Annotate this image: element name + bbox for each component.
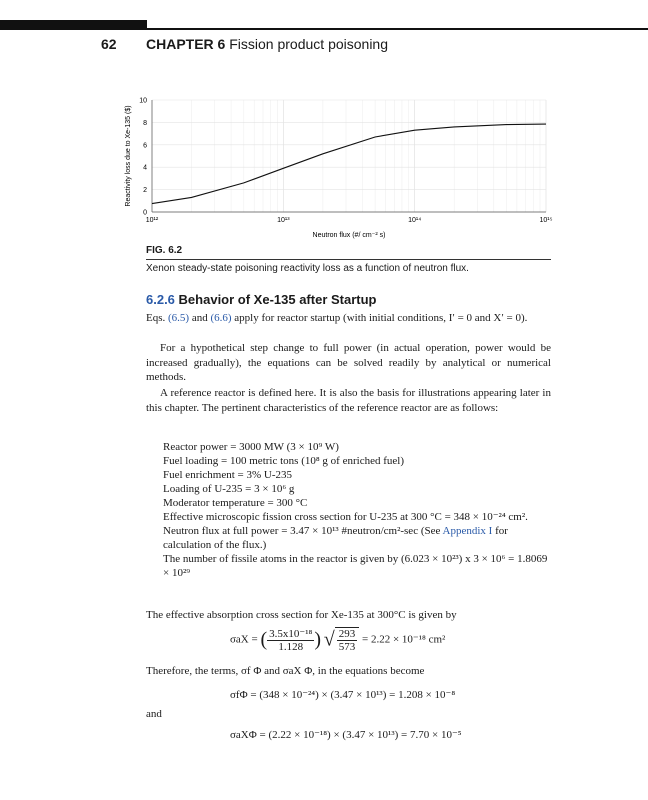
y-tick-label: 6 <box>143 142 147 150</box>
section-number: 6.2.6 <box>146 292 175 307</box>
eq-link-6-6[interactable]: (6.6) <box>210 312 232 324</box>
x-tick-label: 10¹⁴ <box>408 217 422 224</box>
figure-label: FIG. 6.2 <box>146 245 183 256</box>
paragraph-1: Eqs. (6.5) and (6.6) apply for reactor startup (with initial conditions, I′ = 0 and X′ = 0). <box>146 312 528 324</box>
equation-sigma-ax-phi: σaXΦ = (2.22 × 10⁻¹⁸) × (3.47 × 10¹³) = 7.70 × 10⁻⁵ <box>230 729 462 741</box>
header-rule <box>0 28 648 30</box>
x-tick-label: 10¹³ <box>277 217 290 224</box>
paragraph-4: The effective absorption cross section for Xe-135 at 300°C is given by <box>146 609 457 621</box>
list-item: Reactor power = 3000 MW (3 × 10⁹ W) <box>163 441 339 453</box>
y-axis-label: Reactivity loss due to Xe-135 ($) <box>125 105 132 207</box>
list-item: Fuel enrichment = 3% U-235 <box>163 469 293 481</box>
appendix-link[interactable]: Appendix I <box>442 525 493 537</box>
page-number: 62 <box>101 36 117 52</box>
paragraph-2: For a hypothetical step change to full power (in actual operation, power would be increased gradually), the equations can be solved readily by analytical or numerical methods. <box>146 342 551 383</box>
xenon-reactivity-chart <box>106 92 556 242</box>
figure-caption: Xenon steady-state poisoning reactivity loss as a function of neutron flux. <box>146 263 469 274</box>
list-item: Loading of U-235 = 3 × 10⁶ g <box>163 483 295 495</box>
chart-grid <box>152 100 546 212</box>
x-tick-label: 10¹⁵ <box>539 217 553 224</box>
eq-link-6-5[interactable]: (6.5) <box>168 312 190 324</box>
y-tick-label: 8 <box>143 119 147 127</box>
list-item: Neutron flux at full power = 3.47 × 10¹³ #neutron/cm²-sec (See Appendix I for calculation of the flux.) <box>163 525 508 551</box>
running-head <box>146 36 388 52</box>
section-heading <box>146 292 377 307</box>
y-tick-label: 10 <box>139 97 147 105</box>
paragraph-3: A reference reactor is defined here. It is also the basis for illustrations appearing later in this chapter. The pertinent characteristics of the reference reactor are as follows: <box>146 387 551 414</box>
figure-rule <box>146 259 551 260</box>
y-tick-label: 4 <box>143 164 147 172</box>
equation-sigma-f-phi: σfΦ = (348 × 10⁻²⁴) × (3.47 × 10¹³) = 1.208 × 10⁻⁸ <box>230 689 456 701</box>
list-item: Effective microscopic fission cross section for U-235 at 300 °C = 348 × 10⁻²⁴ cm². <box>163 511 528 523</box>
list-item: The number of fissile atoms in the reactor is given by (6.023 × 10²³) x 3 × 10⁶ = 1.8069 × 10²⁹ <box>163 553 548 579</box>
chart-axes <box>152 100 546 212</box>
paragraph-5: Therefore, the terms, σf Φ and σaX Φ, in the equations become <box>146 665 425 677</box>
list-item: Moderator temperature = 300 °C <box>163 497 308 509</box>
y-tick-label: 2 <box>143 187 147 195</box>
y-tick-label: 0 <box>143 209 147 217</box>
chapter-label: CHAPTER 6 <box>146 36 226 52</box>
x-tick-label: 10¹² <box>145 217 159 224</box>
x-axis-label: Neutron flux (#/ cm⁻² s) <box>312 232 386 239</box>
equation-sigma-ax: σaX = ( $\frac{\text{3.5x10⁻¹⁸}}{1.128}$ ) √ $\frac{293}{573}$ = 2.22 × 10⁻¹⁸ cm² <box>230 628 446 653</box>
reactor-spec-list <box>163 440 551 580</box>
list-item: Fuel loading = 100 metric tons (10⁸ g of enriched fuel) <box>163 455 404 467</box>
chapter-title: Fission product poisoning <box>229 36 389 52</box>
paragraph-6: and <box>146 708 162 720</box>
section-title: Behavior of Xe-135 after Startup <box>178 292 377 307</box>
series-line <box>152 124 546 204</box>
